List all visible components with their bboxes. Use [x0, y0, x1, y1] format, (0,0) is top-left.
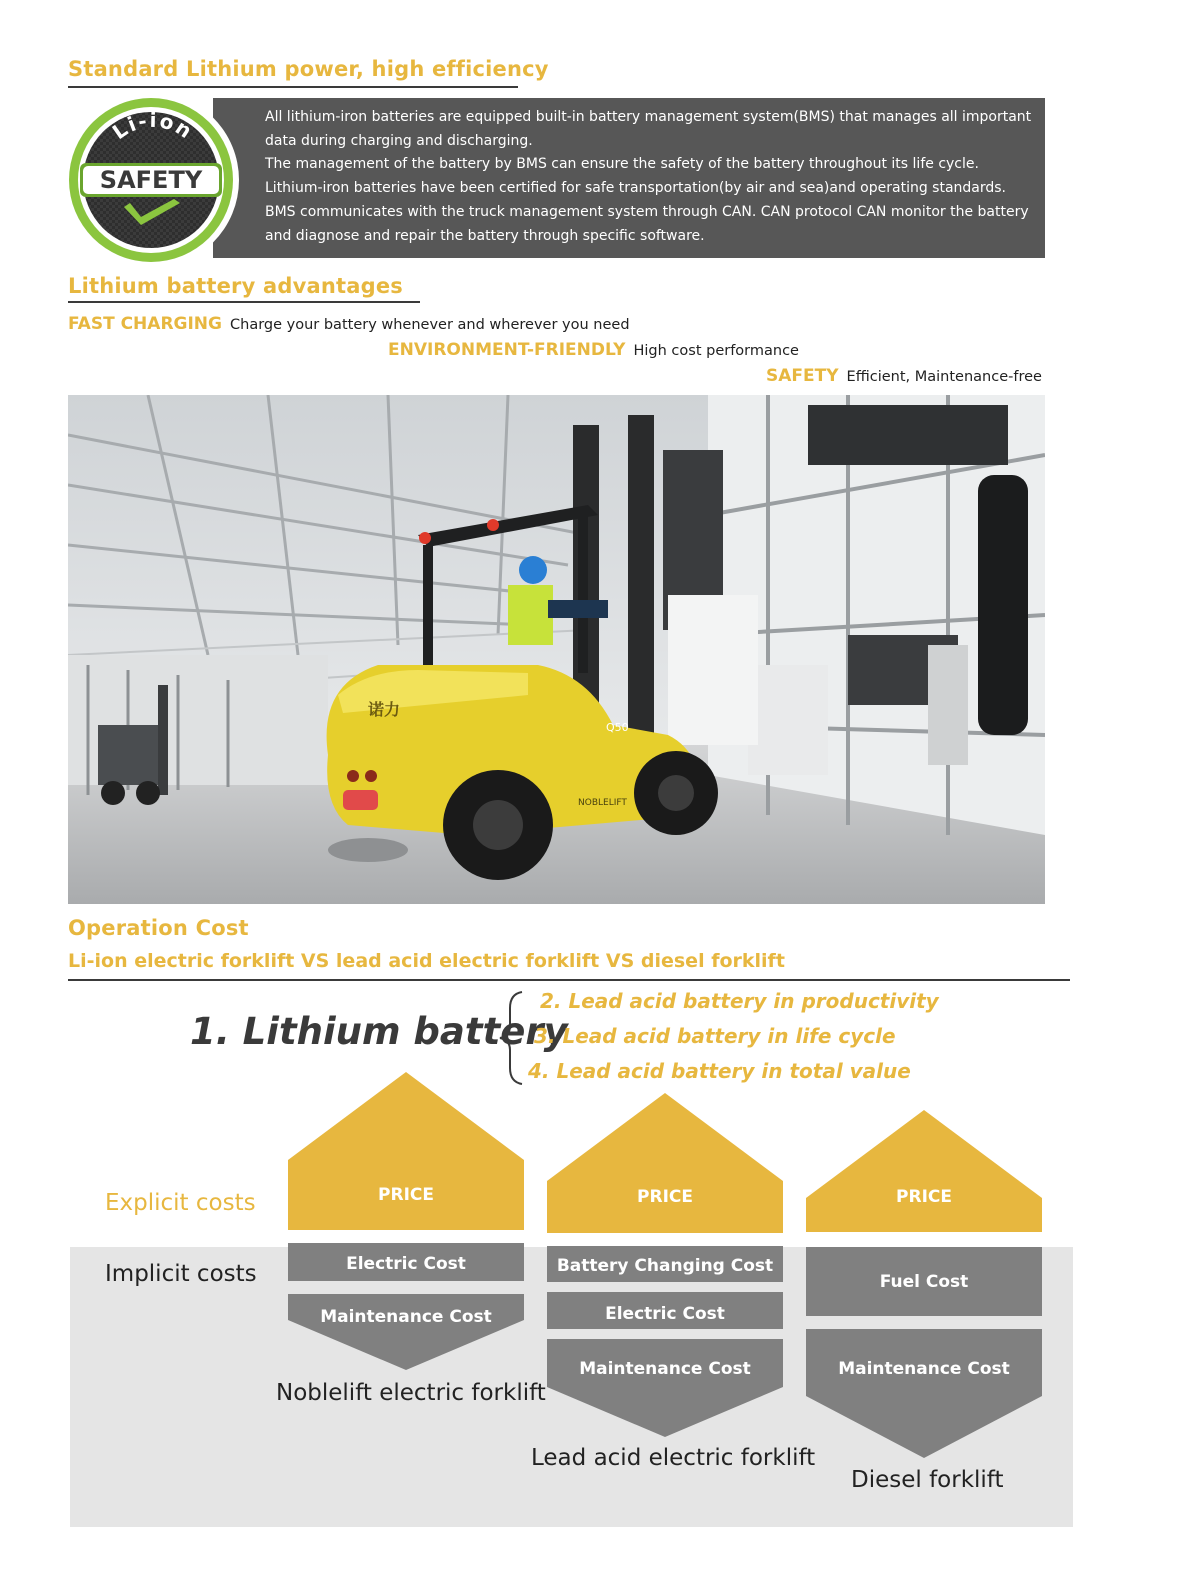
- explicit-costs-label: Explicit costs: [105, 1190, 256, 1216]
- advantages-underline: [68, 301, 420, 303]
- cost-label: Battery Changing Cost: [556, 1256, 774, 1276]
- rank-3: 3. Lead acid battery in life cycle: [534, 1024, 896, 1048]
- price-label: PRICE: [378, 1185, 434, 1205]
- li-ion-safety-badge: [58, 85, 248, 275]
- cost-label: Electric Cost: [346, 1254, 466, 1274]
- badge-top-text: Li-ion: [107, 107, 198, 145]
- cost-label: Maintenance Cost: [320, 1307, 492, 1327]
- section-title-advantages: Lithium battery advantages: [68, 274, 403, 298]
- advantage-desc: Efficient, Maintenance-free: [846, 369, 1042, 385]
- diesel-cost-column: [806, 1110, 1042, 1460]
- column-name-lead-acid: Lead acid electric forklift: [531, 1445, 816, 1471]
- photo-brand: NOBLELIFT: [578, 798, 627, 808]
- price-house: [288, 1072, 524, 1230]
- rank-2: 2. Lead acid battery in productivity: [540, 989, 939, 1013]
- cost-arrow: [288, 1294, 524, 1370]
- advantage-safety: [766, 366, 1042, 386]
- bms-paragraph-1: All lithium-iron batteries are equipped built-in battery management system(BMS) that manages all important data during charging and discharging.: [265, 109, 1032, 149]
- advantage-fast-charging: [68, 314, 630, 334]
- cost-arrow: [547, 1339, 783, 1437]
- price-house: [806, 1110, 1042, 1232]
- comparison-subtitle: Li-ion electric forklift VS lead acid electric forklift VS diesel forklift: [68, 950, 785, 972]
- price-house: [547, 1093, 783, 1233]
- cost-label: Maintenance Cost: [579, 1359, 751, 1379]
- rank-4: 4. Lead acid battery in total value: [528, 1059, 911, 1083]
- advantage-desc: Charge your battery whenever and wherever you need: [230, 317, 630, 333]
- cost-label: Fuel Cost: [879, 1272, 969, 1292]
- svg-text:诺力: 诺力: [368, 700, 401, 719]
- price-label: PRICE: [637, 1187, 693, 1207]
- column-name-diesel: Diesel forklift: [851, 1467, 1004, 1493]
- section-title-lithium-power: Standard Lithium power, high efficiency: [68, 57, 549, 81]
- cost-label: Electric Cost: [605, 1304, 725, 1324]
- column-name-noblelift: Noblelift electric forklift: [276, 1380, 546, 1406]
- comparison-underline: [68, 979, 1070, 981]
- section-title-operation-cost: Operation Cost: [68, 916, 249, 940]
- photo-model: Q50: [606, 721, 629, 734]
- advantage-key: ENVIRONMENT-FRIENDLY: [388, 340, 626, 360]
- implicit-costs-label: Implicit costs: [105, 1261, 257, 1287]
- rank-1-lithium: 1. Lithium battery: [190, 1010, 568, 1053]
- lead-acid-cost-column: [547, 1093, 783, 1443]
- advantage-desc: High cost performance: [633, 343, 799, 359]
- advantage-environment: [388, 340, 799, 360]
- noblelift-cost-column: [288, 1072, 524, 1372]
- price-label: PRICE: [896, 1187, 952, 1207]
- cost-label: Maintenance Cost: [838, 1359, 1010, 1379]
- advantage-key: FAST CHARGING: [68, 314, 222, 334]
- bms-description: [265, 106, 1040, 248]
- advantage-key: SAFETY: [766, 366, 839, 386]
- cost-arrow: [806, 1329, 1042, 1458]
- bms-paragraph-2: The management of the battery by BMS can ensure the safety of the battery throughout its life cycle. Lithium-iron batteries have been certified for safe transportation(by air and sea)and operating standards. BMS communicates with the truck management system through CAN. CAN protocol CAN monitor the battery and diagnose and repair the battery through specific software.: [265, 156, 1029, 244]
- forklift-warehouse-photo: [68, 395, 1045, 904]
- badge-main-text: SAFETY: [99, 166, 203, 194]
